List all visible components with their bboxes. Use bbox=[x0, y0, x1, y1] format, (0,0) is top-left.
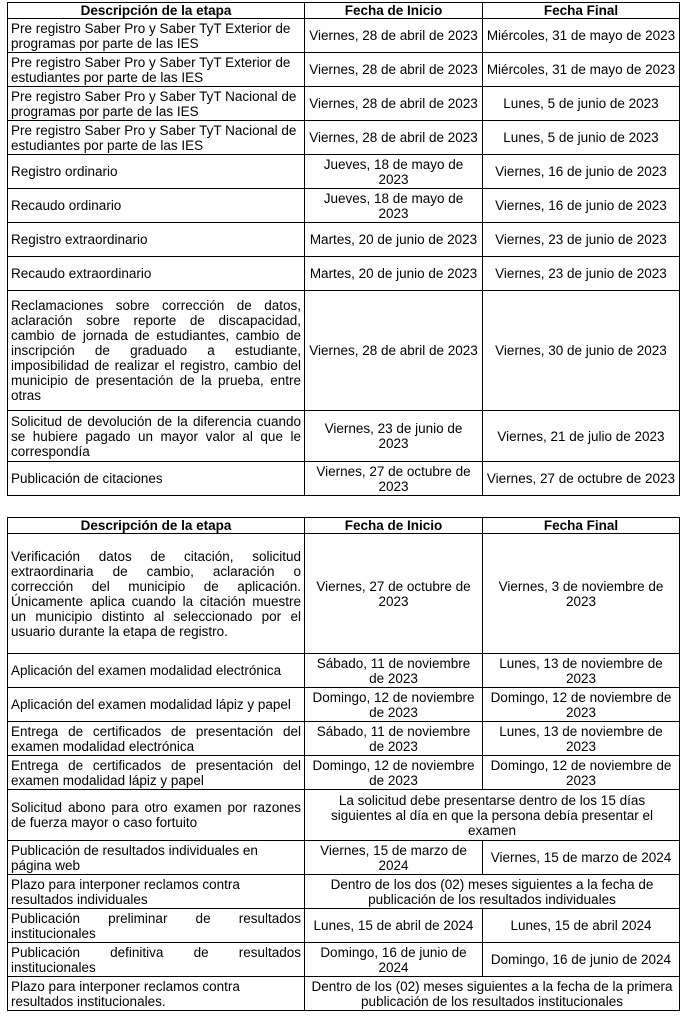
end-date: Viernes, 3 de noviembre de 2023 bbox=[483, 534, 680, 654]
end-date: Viernes, 16 de junio de 2023 bbox=[483, 189, 680, 223]
start-date: Viernes, 28 de abril de 2023 bbox=[305, 291, 483, 411]
end-date: Lunes, 15 de abril 2024 bbox=[483, 909, 680, 943]
stage-description: Publicación de citaciones bbox=[8, 462, 305, 496]
merged-date-note: Dentro de los dos (02) meses siguientes a la fecha de publicación de los resultados individuales bbox=[305, 875, 680, 909]
schedule-table-2 bbox=[7, 517, 680, 1011]
header-description: Descripción de la etapa bbox=[8, 518, 305, 534]
table-row bbox=[8, 841, 680, 875]
stage-description: Recaudo ordinario bbox=[8, 189, 305, 223]
header-end-date: Fecha Final bbox=[483, 3, 680, 19]
end-date: Miércoles, 31 de mayo de 2023 bbox=[483, 53, 680, 87]
end-date: Lunes, 5 de junio de 2023 bbox=[483, 121, 680, 155]
end-date: Domingo, 12 de noviembre de 2023 bbox=[483, 756, 680, 790]
table-row bbox=[8, 654, 680, 688]
stage-description: Aplicación del examen modalidad electrónica bbox=[8, 654, 305, 688]
table-row bbox=[8, 19, 680, 53]
merged-date-note: Dentro de los (02) meses siguientes a la fecha de la primera publicación de los resultados institucionales bbox=[305, 977, 680, 1011]
table-row bbox=[8, 87, 680, 121]
table-row bbox=[8, 977, 680, 1011]
stage-description: Recaudo extraordinario bbox=[8, 257, 305, 291]
stage-description: Pre registro Saber Pro y Saber TyT Nacional de programas por parte de las IES bbox=[8, 87, 305, 121]
table-row bbox=[8, 943, 680, 977]
end-date: Viernes, 21 de julio de 2023 bbox=[483, 411, 680, 462]
start-date: Jueves, 18 de mayo de 2023 bbox=[305, 155, 483, 189]
table-row bbox=[8, 722, 680, 756]
header-start-date: Fecha de Inicio bbox=[305, 3, 483, 19]
table-row bbox=[8, 223, 680, 257]
table-row bbox=[8, 875, 680, 909]
start-date: Viernes, 28 de abril de 2023 bbox=[305, 87, 483, 121]
end-date: Lunes, 13 de noviembre de 2023 bbox=[483, 722, 680, 756]
start-date: Viernes, 23 de junio de 2023 bbox=[305, 411, 483, 462]
end-date: Viernes, 16 de junio de 2023 bbox=[483, 155, 680, 189]
start-date: Lunes, 15 de abril de 2024 bbox=[305, 909, 483, 943]
end-date: Viernes, 23 de junio de 2023 bbox=[483, 257, 680, 291]
table-row bbox=[8, 909, 680, 943]
stage-description: Reclamaciones sobre corrección de datos, aclaración sobre reporte de discapacidad, cambio de jornada de estudiantes, cambio de inscripción de graduado a estudiante, imposibilidad de realizar el registro, cambio del municipio de presentación de la prueba, entre otras bbox=[8, 291, 305, 411]
start-date: Viernes, 28 de abril de 2023 bbox=[305, 19, 483, 53]
stage-description: Entrega de certificados de presentación del examen modalidad lápiz y papel bbox=[8, 756, 305, 790]
merged-date-note: La solicitud debe presentarse dentro de los 15 días siguientes al día en que la persona debía presentar el examen bbox=[305, 790, 680, 841]
start-date: Martes, 20 de junio de 2023 bbox=[305, 223, 483, 257]
stage-description: Pre registro Saber Pro y Saber TyT Nacional de estudiantes por parte de las IES bbox=[8, 121, 305, 155]
end-date: Lunes, 5 de junio de 2023 bbox=[483, 87, 680, 121]
table-row bbox=[8, 121, 680, 155]
table-row bbox=[8, 756, 680, 790]
table-row bbox=[8, 790, 680, 841]
table-row bbox=[8, 155, 680, 189]
end-date: Lunes, 13 de noviembre de 2023 bbox=[483, 654, 680, 688]
end-date: Viernes, 30 de junio de 2023 bbox=[483, 291, 680, 411]
schedule-table-1 bbox=[7, 2, 680, 496]
stage-description: Publicación preliminar de resultados institucionales bbox=[8, 909, 305, 943]
start-date: Sábado, 11 de noviembre de 2023 bbox=[305, 722, 483, 756]
stage-description: Plazo para interponer reclamos contra resultados institucionales. bbox=[8, 977, 305, 1011]
end-date: Viernes, 27 de octubre de 2023 bbox=[483, 462, 680, 496]
stage-description: Pre registro Saber Pro y Saber TyT Exterior de estudiantes por parte de las IES bbox=[8, 53, 305, 87]
start-date: Viernes, 28 de abril de 2023 bbox=[305, 121, 483, 155]
table-row bbox=[8, 189, 680, 223]
stage-description: Solicitud de devolución de la diferencia cuando se hubiere pagado un mayor valor al que le correspondía bbox=[8, 411, 305, 462]
stage-description: Registro extraordinario bbox=[8, 223, 305, 257]
end-date: Domingo, 16 de junio de 2024 bbox=[483, 943, 680, 977]
start-date: Jueves, 18 de mayo de 2023 bbox=[305, 189, 483, 223]
table-row bbox=[8, 534, 680, 654]
table-row bbox=[8, 688, 680, 722]
header-start-date: Fecha de Inicio bbox=[305, 518, 483, 534]
start-date: Martes, 20 de junio de 2023 bbox=[305, 257, 483, 291]
table-row bbox=[8, 291, 680, 411]
start-date: Viernes, 15 de marzo de 2024 bbox=[305, 841, 483, 875]
stage-description: Publicación definitiva de resultados institucionales bbox=[8, 943, 305, 977]
start-date: Domingo, 12 de noviembre de 2023 bbox=[305, 756, 483, 790]
table-row bbox=[8, 462, 680, 496]
stage-description: Publicación de resultados individuales en página web bbox=[8, 841, 305, 875]
end-date: Domingo, 12 de noviembre de 2023 bbox=[483, 688, 680, 722]
header-end-date: Fecha Final bbox=[483, 518, 680, 534]
header-description: Descripción de la etapa bbox=[8, 3, 305, 19]
end-date: Viernes, 23 de junio de 2023 bbox=[483, 223, 680, 257]
end-date: Viernes, 15 de marzo de 2024 bbox=[483, 841, 680, 875]
stage-description: Registro ordinario bbox=[8, 155, 305, 189]
stage-description: Aplicación del examen modalidad lápiz y papel bbox=[8, 688, 305, 722]
table-header-row bbox=[8, 518, 680, 534]
stage-description: Pre registro Saber Pro y Saber TyT Exterior de programas por parte de las IES bbox=[8, 19, 305, 53]
table-row bbox=[8, 257, 680, 291]
start-date: Domingo, 16 de junio de 2024 bbox=[305, 943, 483, 977]
end-date: Miércoles, 31 de mayo de 2023 bbox=[483, 19, 680, 53]
start-date: Viernes, 27 de octubre de 2023 bbox=[305, 534, 483, 654]
stage-description: Entrega de certificados de presentación del examen modalidad electrónica bbox=[8, 722, 305, 756]
start-date: Sábado, 11 de noviembre de 2023 bbox=[305, 654, 483, 688]
table-header-row bbox=[8, 3, 680, 19]
table-row bbox=[8, 53, 680, 87]
table-row bbox=[8, 411, 680, 462]
stage-description: Solicitud abono para otro examen por razones de fuerza mayor o caso fortuito bbox=[8, 790, 305, 841]
start-date: Viernes, 28 de abril de 2023 bbox=[305, 53, 483, 87]
start-date: Domingo, 12 de noviembre de 2023 bbox=[305, 688, 483, 722]
start-date: Viernes, 27 de octubre de 2023 bbox=[305, 462, 483, 496]
stage-description: Plazo para interponer reclamos contra resultados individuales bbox=[8, 875, 305, 909]
stage-description: Verificación datos de citación, solicitud extraordinaria de cambio, aclaración o corrección del municipio de aplicación. Únicamente aplica cuando la citación muestre un municipio distinto al seleccionado por el usuario durante la etapa de registro. bbox=[8, 534, 305, 654]
